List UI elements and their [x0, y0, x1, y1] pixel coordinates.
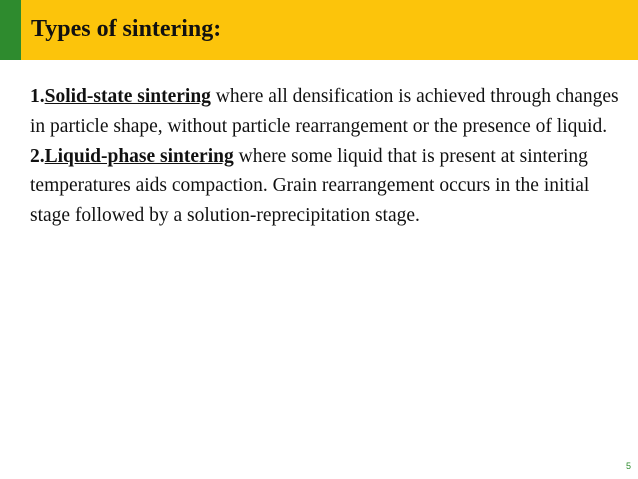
title-bar [0, 0, 638, 60]
slide-title: Types of sintering: [31, 16, 222, 42]
title-accent-bar [0, 0, 21, 60]
item-term: Liquid-phase sintering [44, 145, 234, 167]
page-number: 5 [625, 461, 631, 471]
item-description: where all densification is achieved through changes in particle shape, without particle rearrangement or the presence of liquid. [30, 86, 619, 137]
item-term: Solid-state sintering [44, 86, 211, 107]
item-description: where some liquid that is present at sintering temperatures aids compaction. Grain rearrangement occurs in the initial stage followed by a solution-reprecipitation stage. [30, 145, 590, 227]
list-item-liquid-phase [30, 142, 620, 231]
item-number: 1. [30, 86, 45, 107]
slide-body [30, 82, 620, 231]
list-item-solid-state [30, 82, 620, 142]
item-number: 2. [30, 145, 45, 167]
